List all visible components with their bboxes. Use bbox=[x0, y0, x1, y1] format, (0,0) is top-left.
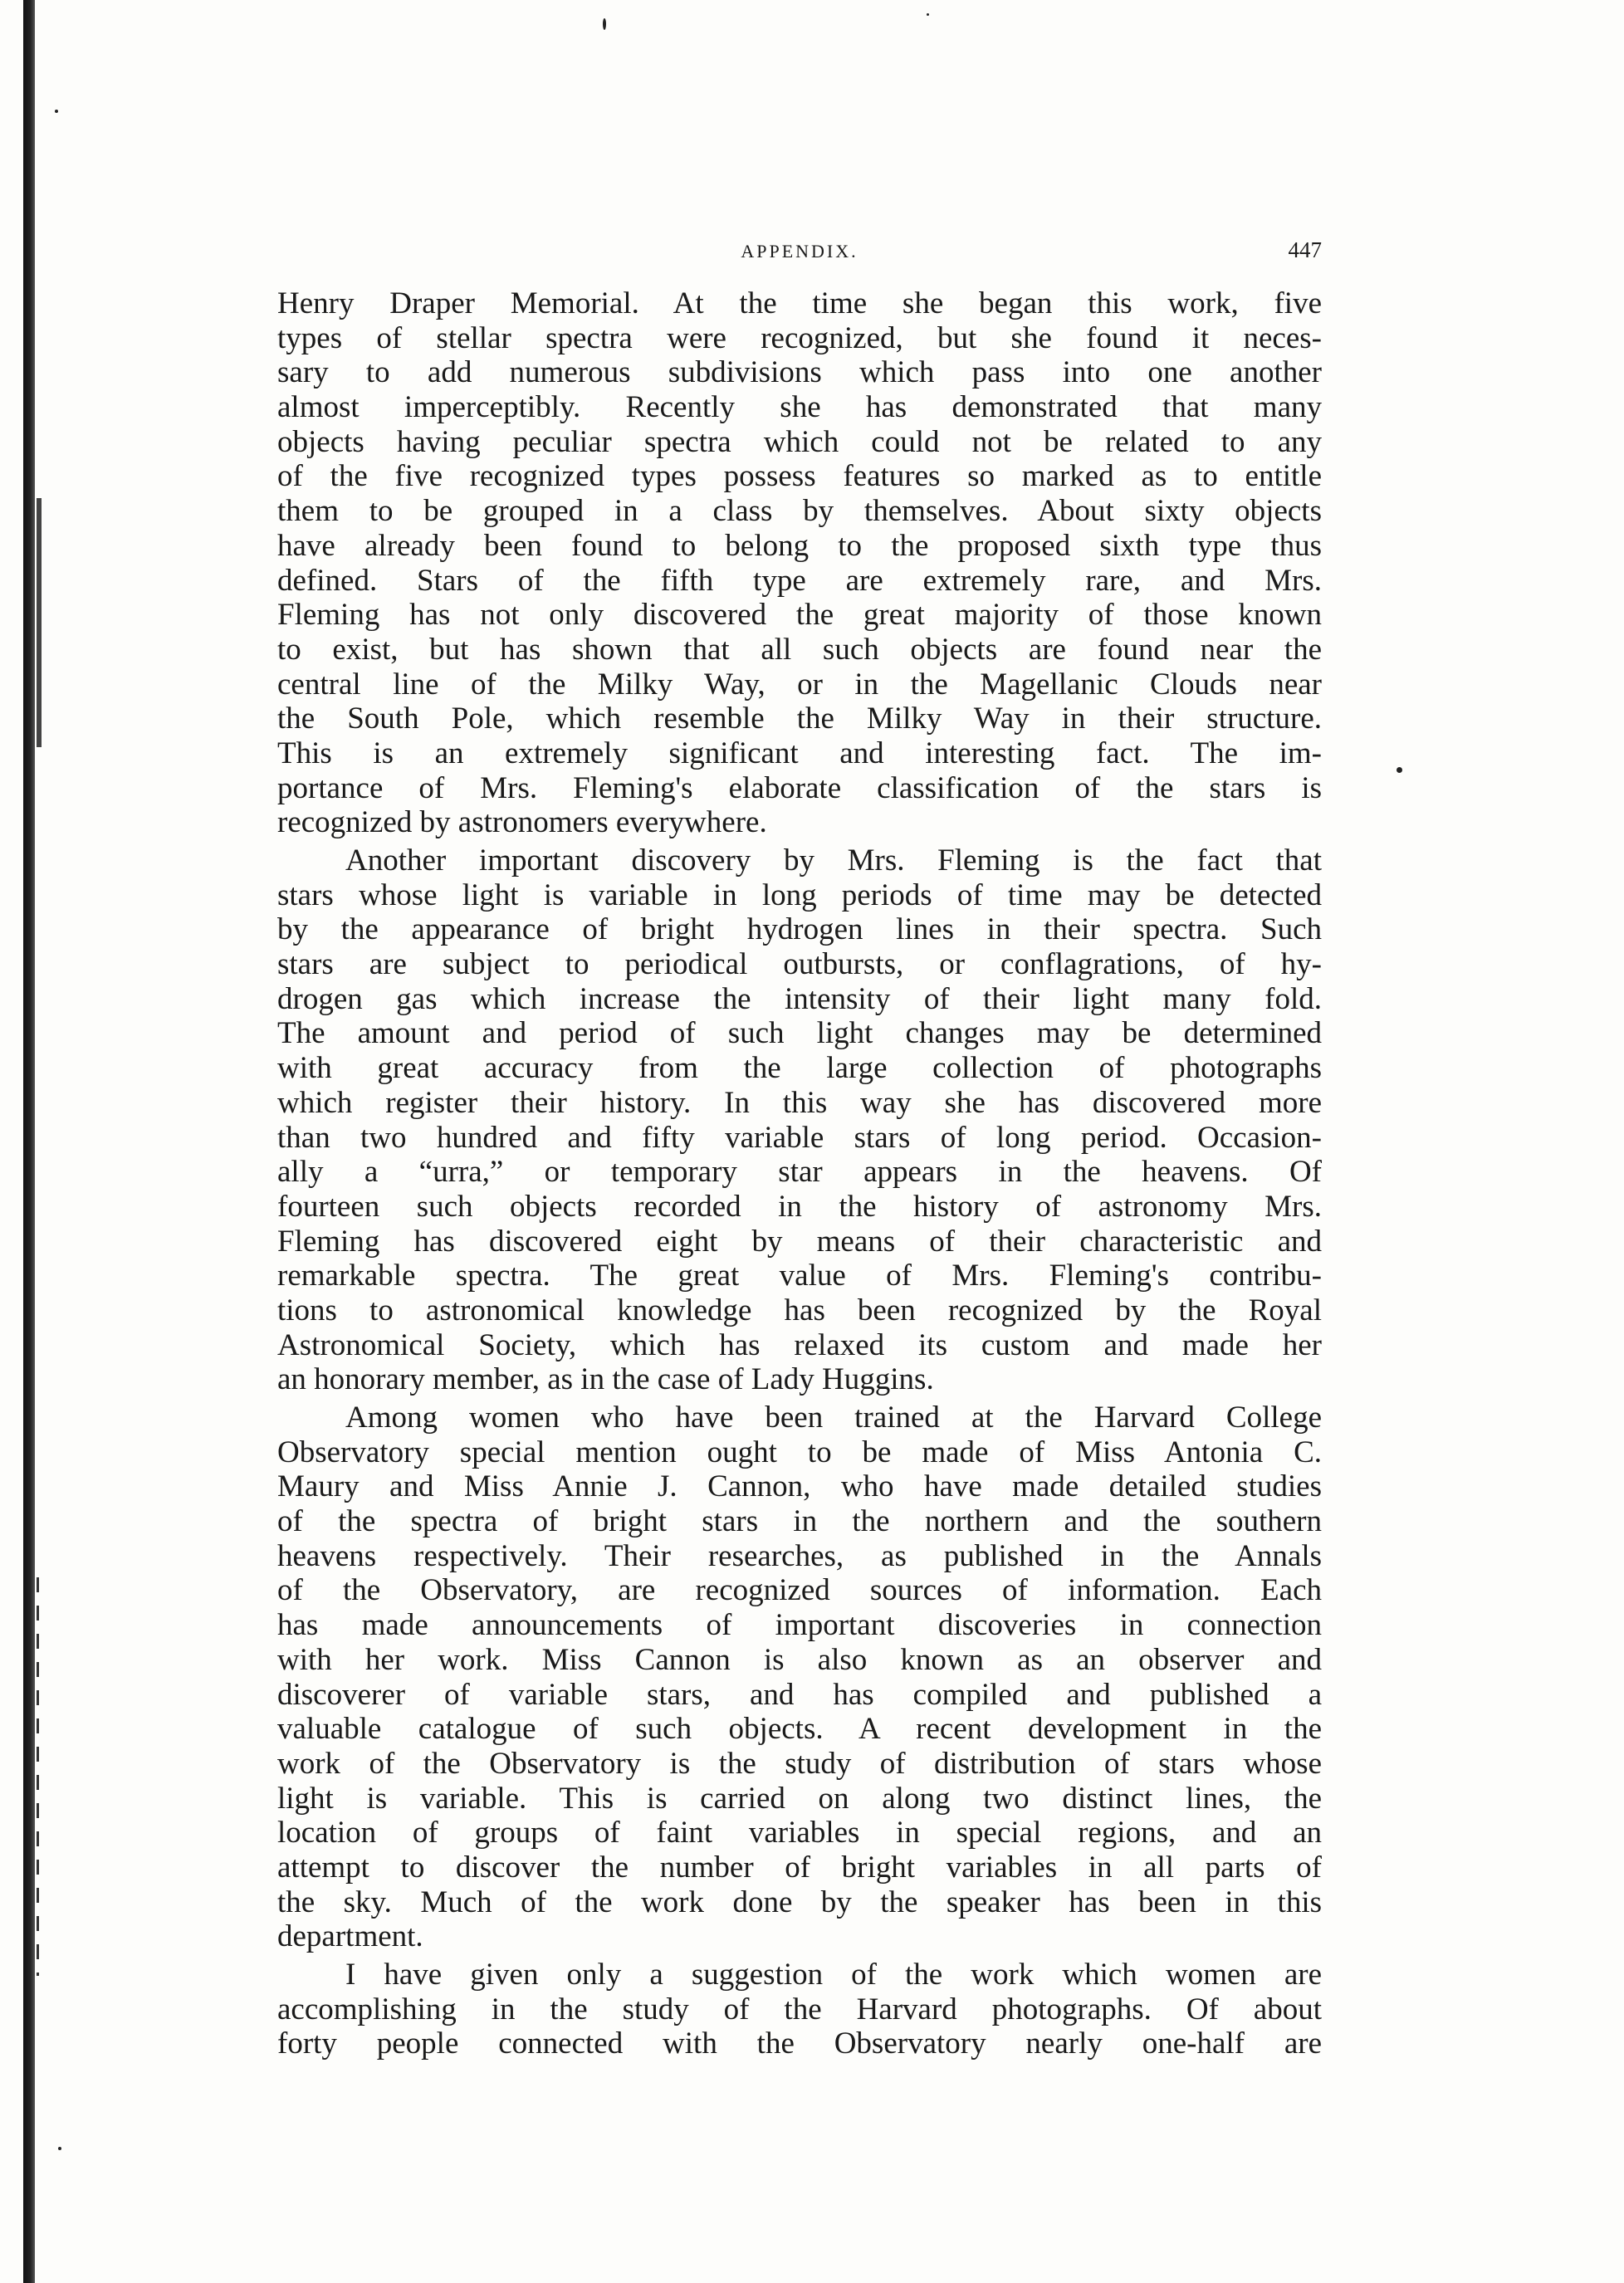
text-line: Fleming has not only discovered the great majority of those known bbox=[277, 598, 1322, 633]
binding-shadow bbox=[23, 0, 35, 2283]
text-line: discoverer of variable stars, and has compiled and published a bbox=[277, 1677, 1322, 1712]
text-line: tions to astronomical knowledge has been recognized by the Royal bbox=[277, 1293, 1322, 1327]
text-line: has made announcements of important discoveries in connection bbox=[277, 1608, 1322, 1643]
text-line: portance of Mrs. Fleming's elaborate classification of the stars is bbox=[277, 770, 1322, 805]
text-line: of the spectra of bright stars in the northern and the southern bbox=[277, 1504, 1322, 1539]
scan-speck bbox=[58, 2147, 61, 2150]
paragraph bbox=[277, 1401, 1322, 1954]
scan-speck bbox=[1397, 767, 1402, 773]
paragraph bbox=[277, 1958, 1322, 2061]
running-head bbox=[277, 237, 1322, 274]
text-line: Another important discovery by Mrs. Fleming is the fact that bbox=[345, 843, 1322, 878]
text-line: stars are subject to periodical outbursts, or conflagrations, of hy- bbox=[277, 947, 1322, 982]
text-line: than two hundred and fifty variable stars of long period. Occasion- bbox=[277, 1120, 1322, 1155]
text-line: of the Observatory, are recognized sources of information. Each bbox=[277, 1573, 1322, 1608]
text-line: accomplishing in the study of the Harvard photographs. Of about bbox=[277, 1992, 1322, 2026]
text-line: have already been found to belong to the proposed sixth type thus bbox=[277, 528, 1322, 563]
text-line: Henry Draper Memorial. At the time she began this work, five bbox=[277, 286, 1322, 320]
text-line: sary to add numerous subdivisions which pass into one another bbox=[277, 355, 1322, 390]
paragraph bbox=[277, 843, 1322, 1397]
text-line: This is an extremely significant and interesting fact. The im- bbox=[277, 736, 1322, 770]
text-line: department. bbox=[277, 1919, 423, 1954]
text-line: location of groups of faint variables in special regions, and an bbox=[277, 1816, 1322, 1850]
text-line: which register their history. In this way she has discovered more bbox=[277, 1085, 1322, 1120]
scan-speck bbox=[927, 13, 929, 16]
text-line: with great accuracy from the large collection of photographs bbox=[277, 1051, 1322, 1086]
text-line: stars whose light is variable in long periods of time may be detected bbox=[277, 878, 1322, 912]
text-line: drogen gas which increase the intensity of their light many fold. bbox=[277, 981, 1322, 1016]
scan-speck bbox=[603, 18, 606, 30]
text-line: central line of the Milky Way, or in the Magellanic Clouds near bbox=[277, 667, 1322, 702]
text-line: to exist, but has shown that all such objects are found near the bbox=[277, 632, 1322, 667]
text-line: fourteen such objects recorded in the history of astronomy Mrs. bbox=[277, 1189, 1322, 1224]
binding-shadow-strip bbox=[37, 498, 42, 747]
text-line: defined. Stars of the fifth type are extremely rare, and Mrs. bbox=[277, 563, 1322, 598]
text-line: ally a “urra,” or temporary star appears in the heavens. Of bbox=[277, 1155, 1322, 1190]
scan-speck bbox=[55, 110, 58, 113]
text-line: by the appearance of bright hydrogen lines in their spectra. Such bbox=[277, 912, 1322, 947]
text-line: Fleming has discovered eight by means of their characteristic and bbox=[277, 1224, 1322, 1259]
text-line: valuable catalogue of such objects. A recent development in the bbox=[277, 1712, 1322, 1747]
text-line: of the five recognized types possess features so marked as to entitle bbox=[277, 459, 1322, 494]
body-text bbox=[277, 286, 1322, 2061]
text-line: forty people connected with the Observatory nearly one-half are bbox=[277, 2026, 1322, 2061]
text-line: objects having peculiar spectra which could not be related to any bbox=[277, 424, 1322, 459]
text-line: attempt to discover the number of bright variables in all parts of bbox=[277, 1850, 1322, 1885]
text-line: with her work. Miss Cannon is also known as an observer and bbox=[277, 1642, 1322, 1677]
running-title: APPENDIX. bbox=[741, 241, 858, 262]
text-line: the South Pole, which resemble the Milky Way in their structure. bbox=[277, 702, 1322, 736]
text-line: Astronomical Society, which has relaxed its custom and made her bbox=[277, 1327, 1322, 1362]
text-line: remarkable spectra. The great value of Mrs. Fleming's contribu- bbox=[277, 1259, 1322, 1293]
text-line: I have given only a suggestion of the work which women are bbox=[345, 1958, 1322, 1992]
text-line: types of stellar spectra were recognized, but she found it neces- bbox=[277, 320, 1322, 355]
binding-shadow-dashes bbox=[37, 1577, 39, 1976]
page-number: 447 bbox=[1288, 237, 1322, 262]
text-line: light is variable. This is carried on along two distinct lines, the bbox=[277, 1781, 1322, 1816]
text-line: them to be grouped in a class by themselves. About sixty objects bbox=[277, 494, 1322, 529]
text-line: heavens respectively. Their researches, as published in the Annals bbox=[277, 1538, 1322, 1573]
text-line: work of the Observatory is the study of distribution of stars whose bbox=[277, 1746, 1322, 1781]
text-line: The amount and period of such light changes may be determined bbox=[277, 1016, 1322, 1051]
text-line: almost imperceptibly. Recently she has demonstrated that many bbox=[277, 390, 1322, 425]
paragraph bbox=[277, 286, 1322, 840]
text-line: the sky. Much of the work done by the speaker has been in this bbox=[277, 1885, 1322, 1919]
text-line: Maury and Miss Annie J. Cannon, who have made detailed studies bbox=[277, 1469, 1322, 1504]
text-line: Among women who have been trained at the Harvard College bbox=[345, 1401, 1322, 1435]
text-line: an honorary member, as in the case of Lady Huggins. bbox=[277, 1362, 934, 1397]
text-line: Observatory special mention ought to be made of Miss Antonia C. bbox=[277, 1435, 1322, 1469]
text-line: recognized by astronomers everywhere. bbox=[277, 805, 767, 840]
